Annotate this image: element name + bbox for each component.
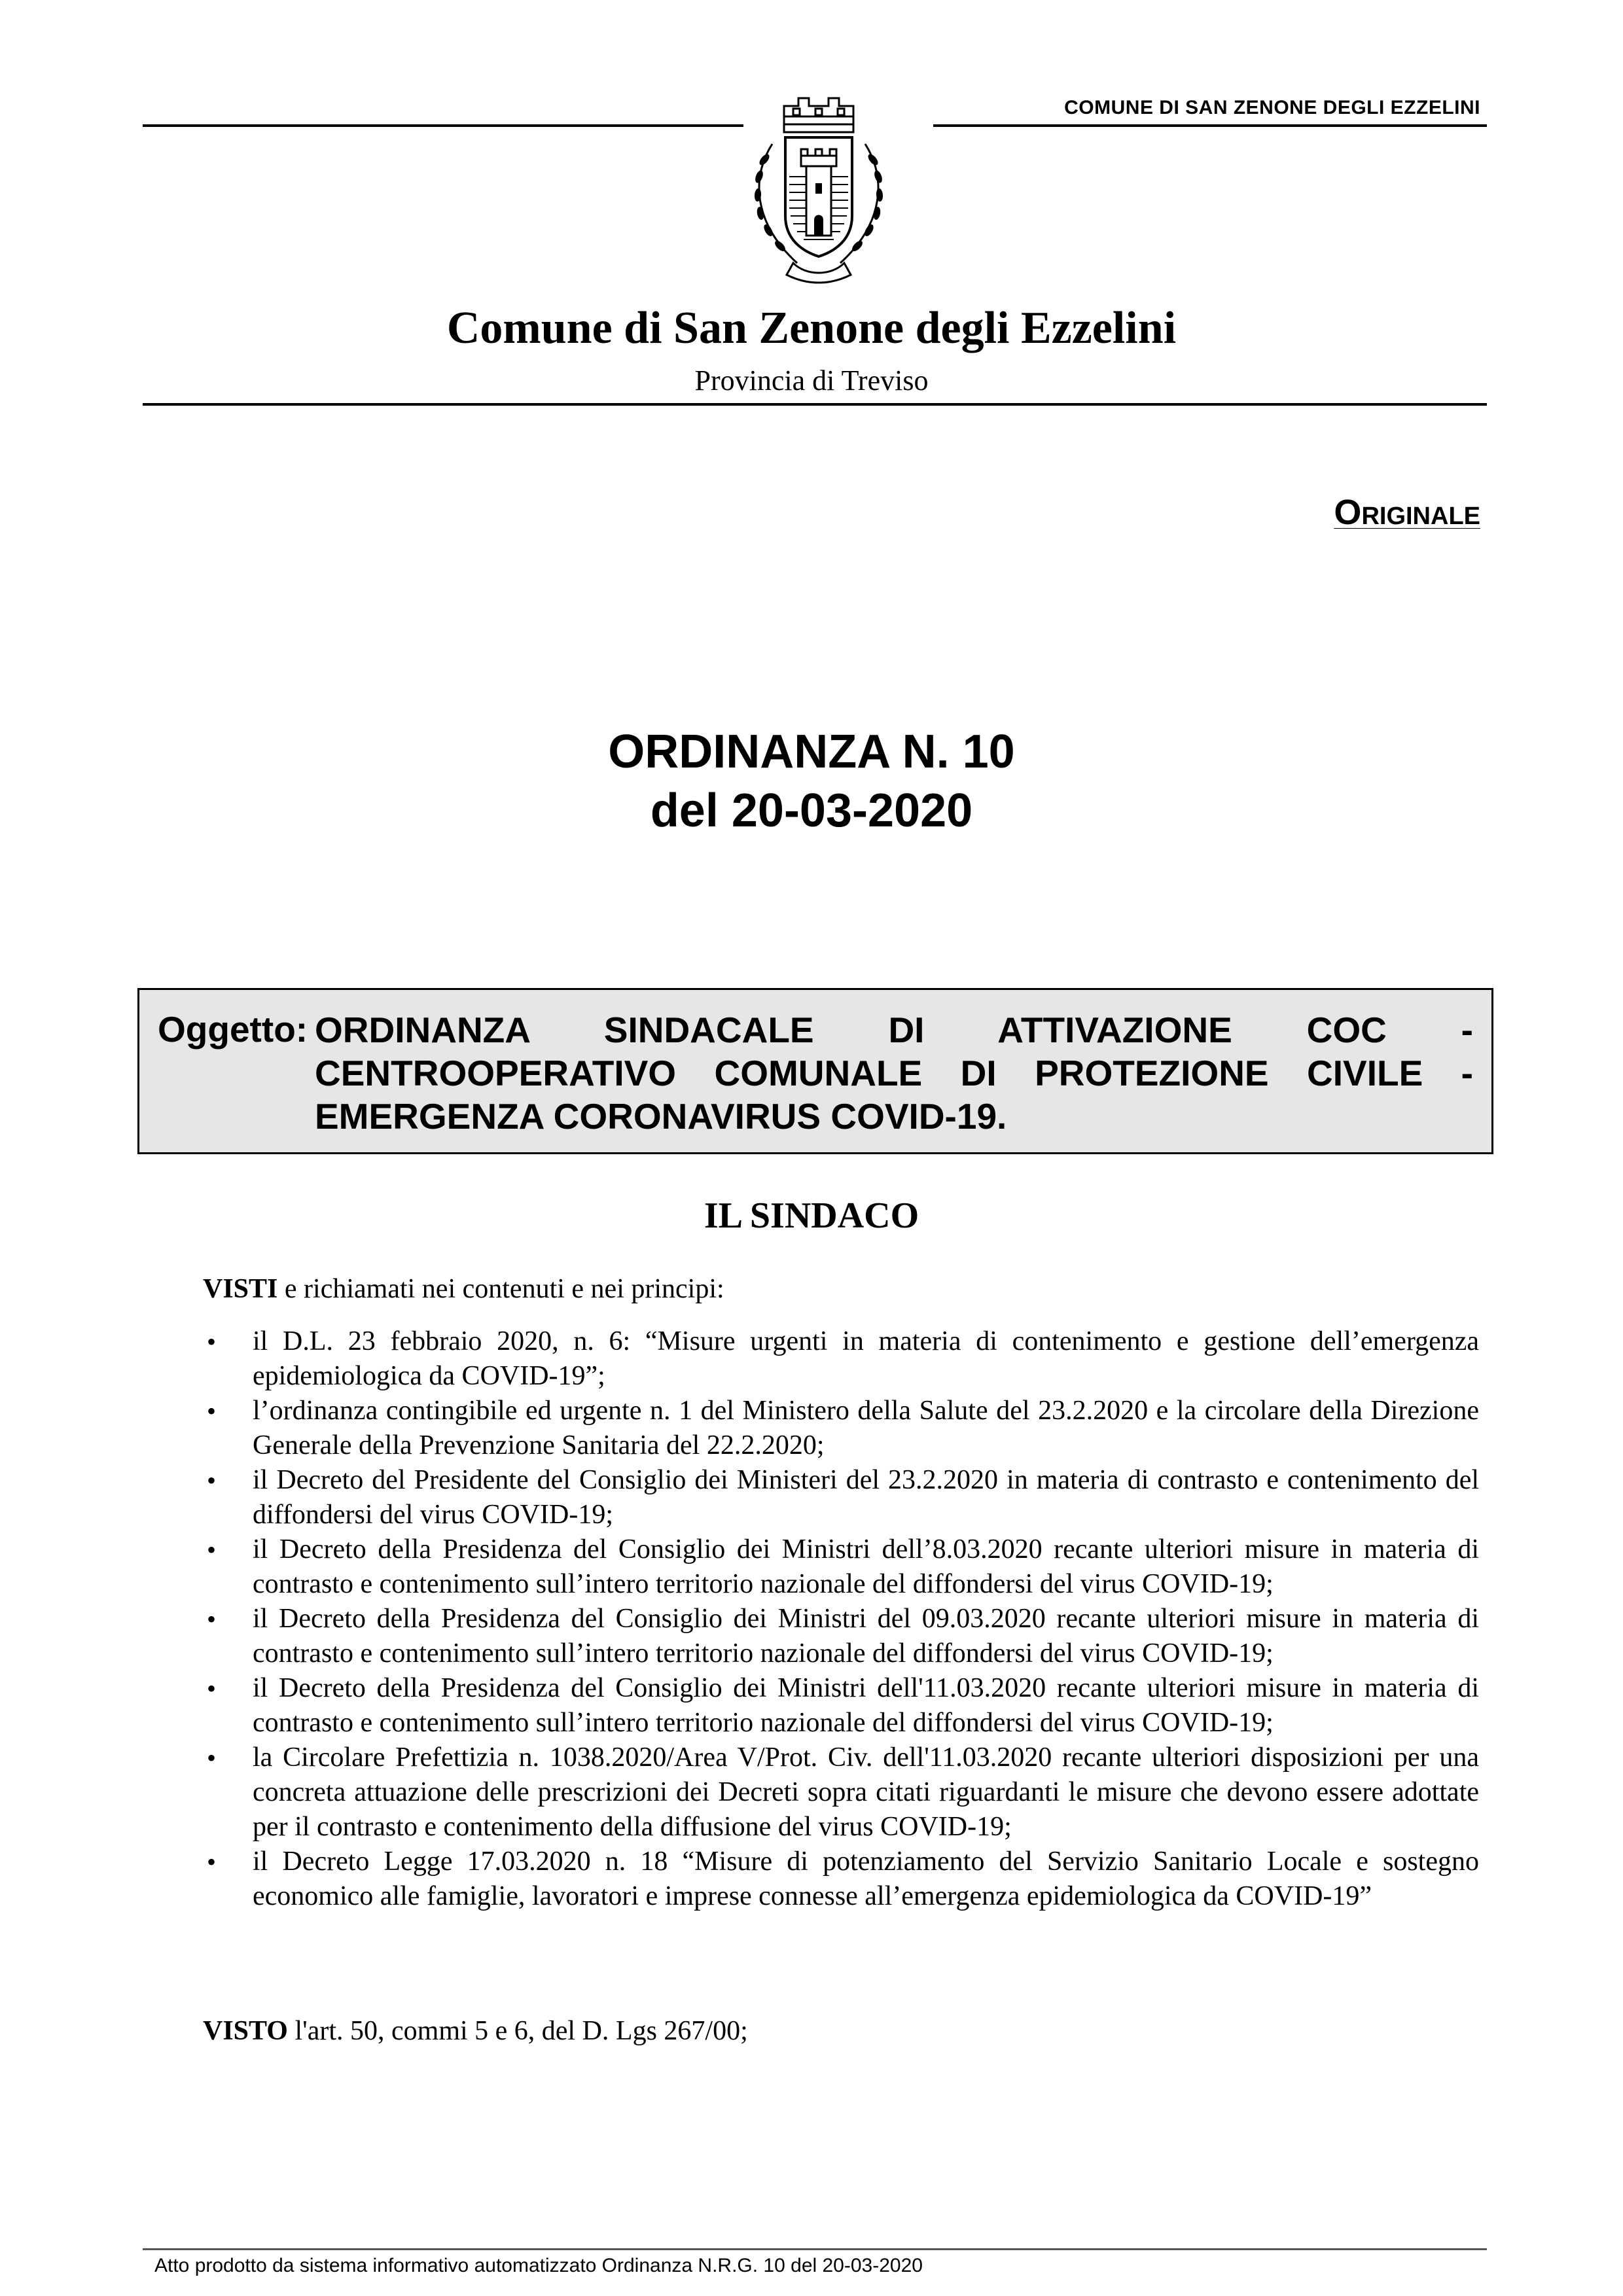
list-item: • il Decreto della Presidenza del Consiglio dei Ministri dell’8.03.2020 recante ulteriori misure in materia di contrasto e contenimento sull’intero territorio nazionale del diffondersi del virus COVID-19; bbox=[253, 1532, 1479, 1602]
municipality-name: Comune di San Zenone degli Ezzelini bbox=[446, 303, 1177, 353]
original-stamp-initial: O bbox=[1334, 493, 1362, 532]
list-item: • il Decreto della Presidenza del Consiglio dei Ministri del 09.03.2020 recante ulteriori misure in materia di contrasto e contenimento sull’intero territorio nazionale del diffondersi del virus COVID-19; bbox=[253, 1602, 1479, 1671]
original-stamp bbox=[1334, 492, 1480, 533]
list-item: • il Decreto Legge 17.03.2020 n. 18 “Misure di potenziamento del Servizio Sanitario Locale e sostegno economico alle famiglie, lavoratori e imprese connesse all’emergenza epidemiologica da COVID-19” bbox=[253, 1845, 1479, 1914]
subject-label: Oggetto: bbox=[158, 1009, 308, 1050]
visti-intro-text: e richiamati nei contenuti e nei principi: bbox=[277, 1274, 724, 1304]
mayor-heading: IL SINDACO bbox=[704, 1195, 919, 1236]
footer-rule bbox=[143, 2248, 1487, 2250]
list-item: • l’ordinanza contingibile ed urgente n. 1 del Ministero della Salute del 23.2.2020 e la circolare della Direzione Generale della Prevenzione Sanitaria del 22.2.2020; bbox=[253, 1394, 1479, 1463]
footer-text: Atto prodotto da sistema informativo automatizzato Ordinanza N.R.G. 10 del 20-03-2020 bbox=[154, 2255, 923, 2276]
municipal-coat-of-arms-icon bbox=[738, 92, 899, 285]
visto-keyword: VISTO bbox=[203, 2016, 288, 2046]
ordinance-number: ORDINANZA N. 10 bbox=[608, 726, 1015, 778]
original-stamp-rest: RIGINALE bbox=[1361, 503, 1480, 530]
list-item: • la Circolare Prefettizia n. 1038.2020/Area V/Prot. Civ. dell'11.03.2020 recante ulteriori disposizioni per una concreta attuazione delle prescrizioni dei Decreti sopra citati riguardanti le misure che devono essere adottate per il contrasto e contenimento della diffusione del virus COVID-19; bbox=[253, 1740, 1479, 1845]
visti-keyword: VISTI bbox=[203, 1274, 278, 1304]
list-item: • il Decreto del Presidente del Consiglio dei Ministeri del 23.2.2020 in materia di contrasto e contenimento del diffondersi del virus COVID-19; bbox=[253, 1463, 1479, 1532]
subject-text: ORDINANZA SINDACALE DI ATTIVAZIONE COC - CENTROOPERATIVO COMUNALE DI PROTEZIONE CIVILE - EMERGENZA CORONAVIRUS COVID-19. bbox=[315, 1010, 1473, 1137]
header-municipality-caps: COMUNE DI SAN ZENONE DEGLI EZZELINI bbox=[1064, 97, 1480, 118]
list-item: • il Decreto della Presidenza del Consiglio dei Ministri dell'11.03.2020 recante ulteriori misure in materia di contrasto e contenimento sull’intero territorio nazionale del diffondersi del virus COVID-19; bbox=[253, 1671, 1479, 1740]
title-rule bbox=[143, 403, 1487, 406]
list-item: • il D.L. 23 febbraio 2020, n. 6: “Misure urgenti in materia di contenimento e gestione dell’emergenza epidemiologica da COVID-19”; bbox=[253, 1324, 1479, 1394]
header-rule-right bbox=[933, 124, 1487, 127]
header-rule-left bbox=[143, 124, 743, 127]
ordinance-date: del 20-03-2020 bbox=[650, 785, 973, 837]
province-name: Provincia di Treviso bbox=[694, 364, 929, 397]
legal-references-list bbox=[253, 1324, 1479, 1914]
subject-box bbox=[137, 988, 1493, 1154]
visti-intro bbox=[203, 1273, 724, 1305]
visto-paragraph bbox=[203, 2015, 748, 2047]
visto-text: l'art. 50, commi 5 e 6, del D. Lgs 267/00; bbox=[287, 2016, 748, 2046]
